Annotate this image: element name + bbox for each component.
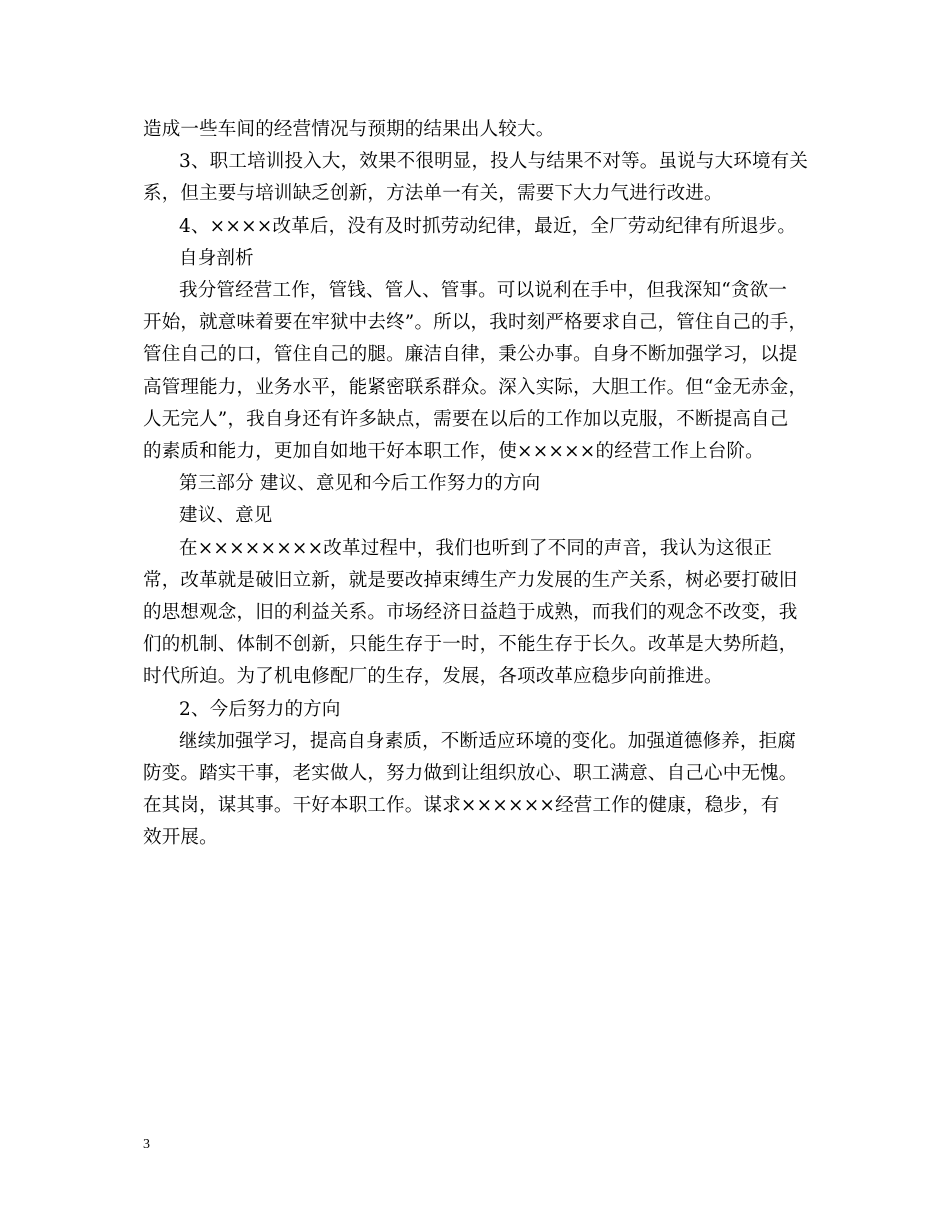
text-line: 在××××××××改革过程中，我们也听到了不同的声音，我认为这很正: [179, 537, 773, 559]
text-line: 防变。踏实干事，老实做人，努力做到让组织放心、职工满意、自己心中无愧。: [143, 763, 798, 785]
document-body: [143, 114, 813, 855]
section-heading: 2、今后努力的方向: [179, 698, 341, 720]
part-heading: 第三部分 建议、意见和今后工作努力的方向: [179, 473, 541, 495]
text-line: 系，但主要与培训缺乏创新，方法单一有关，需要下大力气进行改进。: [143, 183, 723, 205]
section-heading: 建议、意见: [179, 505, 273, 527]
text-line: 造成一些车间的经营情况与预期的结果出人较大。: [143, 119, 555, 140]
text-line: 人无完人”，我自身还有许多缺点，需要在以后的工作加以克服，不断提高自己: [143, 408, 789, 430]
text-line: 效开展。: [143, 827, 218, 849]
text-line: 时代所迫。为了机电修配厂的生存，发展，各项改革应稳步向前推进。: [143, 666, 723, 688]
text-line: 在其岗，谋其事。干好本职工作。谋求××××××经营工作的健康，稳步，有: [143, 795, 780, 817]
text-line: 继续加强学习，提高自身素质，不断适应环境的变化。加强道德修养，拒腐: [179, 730, 797, 752]
text-line: 高管理能力，业务水平，能紧密联系群众。深入实际，大胆工作。但“金无赤金，: [143, 376, 808, 398]
text-line: 开始，就意味着要在牢狱中去终”。所以，我时刻严格要求自己，管住自己的手，: [143, 312, 808, 334]
text-line: 管住自己的口，管住自己的腿。廉洁自律，秉公办事。自身不断加强学习，以提: [143, 344, 798, 366]
text-line: 常，改革就是破旧立新，就是要改掉束缚生产力发展的生产关系，树必要打破旧: [143, 569, 798, 591]
section-heading: 自身剖析: [179, 247, 254, 269]
text-line: 4、××××改革后，没有及时抓劳动纪律，最近，全厂劳动纪律有所退步。: [179, 215, 797, 237]
page-number: 3: [143, 1137, 150, 1152]
text-line: 的素质和能力，更加自如地干好本职工作，使×××××的经营工作上台阶。: [143, 441, 764, 463]
text-line: 们的机制、体制不创新，只能生存于一时，不能生存于长久。改革是大势所趋，: [143, 634, 798, 656]
text-line: 3、职工培训投入大，效果不很明显，投人与结果不对等。虽说与大环境有关: [179, 151, 809, 173]
text-line: 我分管经营工作，管钱、管人、管事。可以说利在手中，但我深知“贪欲一: [179, 280, 788, 302]
text-line: 的思想观念，旧的利益关系。市场经济日益趋于成熟，而我们的观念不改变，我: [143, 602, 798, 624]
